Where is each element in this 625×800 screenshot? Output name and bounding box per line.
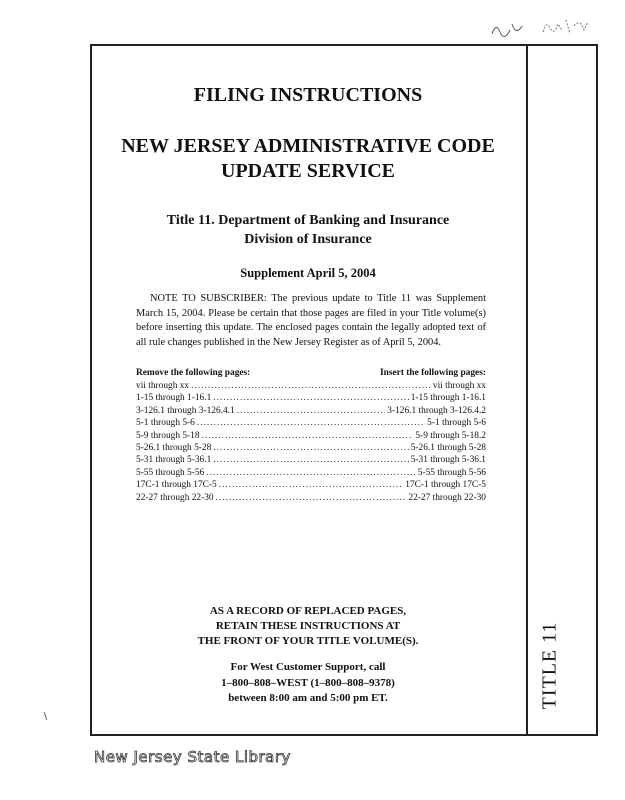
page-row [136, 455, 486, 467]
spine-label [535, 610, 565, 720]
insert-range: 3-126.1 through 3-126.4.2 [387, 405, 486, 416]
spine-divider [526, 44, 528, 736]
dot-leader [206, 468, 416, 478]
remove-range: 5-26.1 through 5-28 [136, 442, 212, 453]
retain-notice [98, 604, 518, 649]
page-list-header [136, 368, 486, 381]
remove-range: 5-55 through 5-56 [136, 467, 205, 478]
page-row [136, 443, 486, 455]
insert-range: 5-55 through 5-56 [417, 467, 486, 478]
support-phone: 1–800–808–WEST (1–800–808–9378) [221, 676, 395, 689]
remove-range: 3-126.1 through 3-126.4.1 [136, 405, 235, 416]
page-row [136, 393, 486, 405]
supplement-date: Supplement April 5, 2004 [240, 266, 376, 280]
code-heading-line1: NEW JERSEY ADMINISTRATIVE CODE [121, 135, 495, 157]
page-row [136, 381, 486, 393]
page-row [136, 418, 486, 430]
insert-range: 5-1 through 5-6 [427, 418, 486, 429]
subscriber-note: NOTE TO SUBSCRIBER: The previous update to Title 11 was Supplement March 15, 2004. Please be certain that those pages are filed in your Title volume(s) before inserting this update. The enclosed pages contain the legally adopted text of all rule changes published in the New Jersey Register as of April 5, 2004. [136, 293, 486, 348]
page-row [136, 468, 486, 480]
code-heading [98, 134, 518, 184]
remove-range: 1-15 through 1-16.1 [136, 393, 212, 404]
title-heading [98, 211, 518, 249]
dot-leader [219, 480, 404, 490]
division-line: Division of Insurance [244, 232, 372, 247]
dot-leader [237, 406, 386, 416]
insert-range: 5-9 through 5-18.2 [415, 430, 486, 441]
dot-leader [191, 381, 431, 391]
remove-range: 5-9 through 5-18 [136, 430, 200, 441]
support-info [98, 660, 518, 707]
insert-range: 1-15 through 1-16.1 [410, 393, 486, 404]
code-heading-line2: UPDATE SERVICE [221, 160, 395, 182]
remove-range: 17C-1 through 17C-5 [136, 480, 217, 491]
remove-range: 22-27 through 22-30 [136, 492, 214, 503]
page-rows [136, 381, 486, 505]
page-row [136, 431, 486, 443]
insert-range: 5-31 through 5-36.1 [410, 455, 486, 466]
insert-range: 22-27 through 22-30 [408, 492, 486, 503]
page-row [136, 480, 486, 492]
spine-title: TITLE 11 [538, 621, 561, 709]
page-row [136, 406, 486, 418]
insert-header: Insert the following pages: [380, 368, 486, 378]
dot-leader [213, 393, 408, 403]
title-line: Title 11. Department of Banking and Insurance [166, 213, 450, 228]
remove-range: vii through xx [136, 381, 190, 391]
library-stamp: New Jersey State Library [94, 748, 291, 766]
remove-range: 5-1 through 5-6 [136, 418, 195, 429]
dot-leader [216, 493, 407, 503]
remove-range: 5-31 through 5-36.1 [136, 455, 212, 466]
page-title: FILING INSTRUCTIONS [193, 84, 423, 106]
dot-leader [202, 431, 414, 441]
dot-leader [197, 418, 425, 428]
remove-header: Remove the following pages: [136, 368, 251, 378]
scan-mark [44, 712, 48, 720]
support-line1: For West Customer Support, call [230, 661, 386, 673]
dot-leader [213, 455, 408, 465]
insert-range: 5-26.1 through 5-28 [410, 442, 486, 453]
insert-range: vii through xx [432, 381, 486, 391]
insert-range: 17C-1 through 17C-5 [405, 480, 486, 491]
handwritten-initials [488, 14, 598, 40]
page-row [136, 493, 486, 505]
support-hours: between 8:00 am and 5:00 pm ET. [228, 692, 388, 704]
retain-line1: AS A RECORD OF REPLACED PAGES, [209, 605, 407, 617]
dot-leader [213, 443, 408, 453]
retain-line2: RETAIN THESE INSTRUCTIONS AT [215, 620, 401, 632]
retain-line3: THE FRONT OF YOUR TITLE VOLUME(S). [197, 635, 419, 647]
page-list [136, 368, 486, 505]
